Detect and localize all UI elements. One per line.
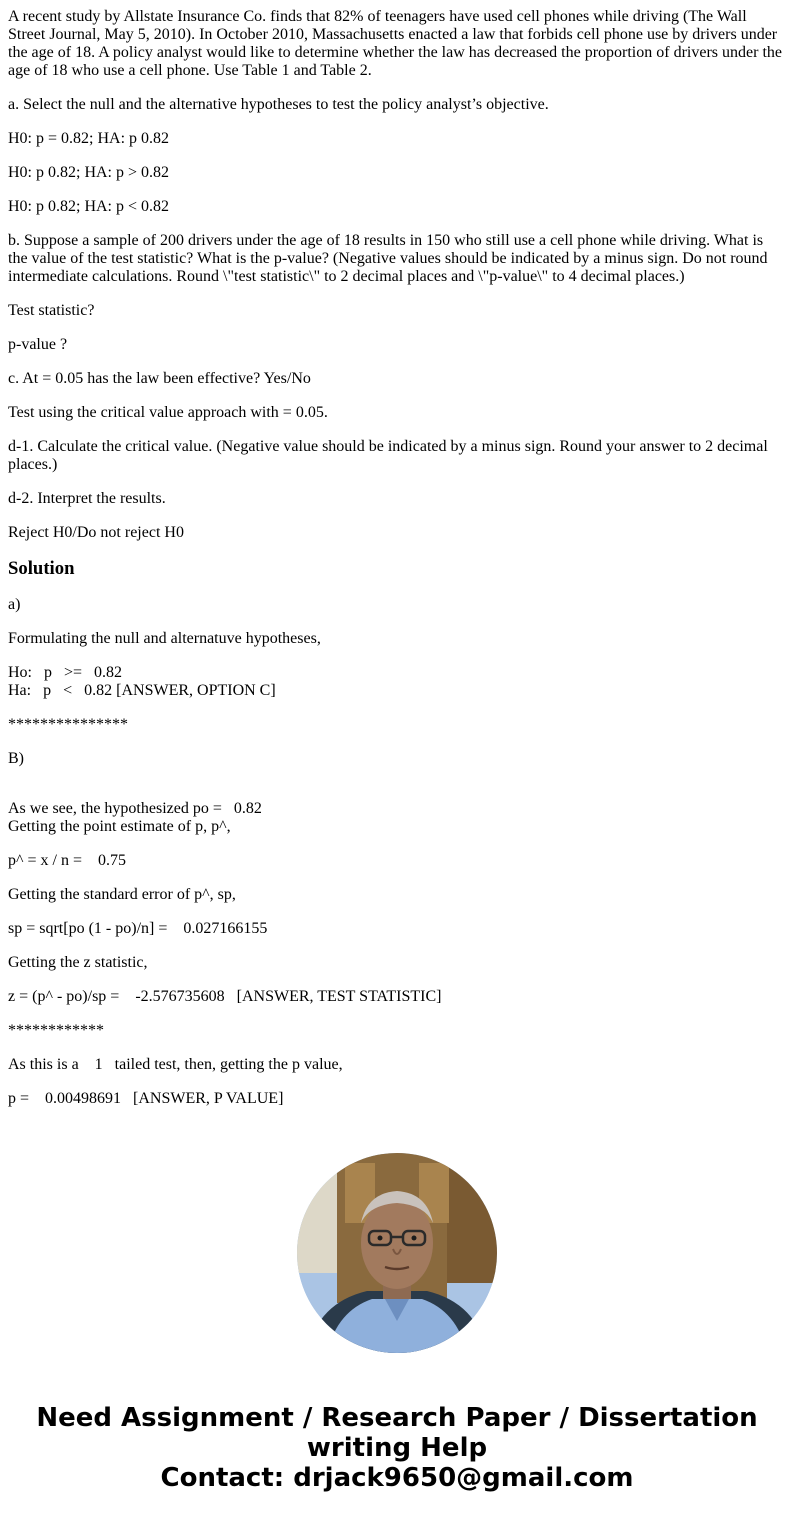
document-content bbox=[8, 8, 786, 1122]
footer-contact bbox=[0, 1403, 794, 1493]
solution-heading: Solution bbox=[8, 558, 75, 579]
question-part-c: c. At = 0.05 has the law been effective? Yes/No bbox=[8, 370, 311, 387]
p-value-line: p = 0.00498691 [ANSWER, P VALUE] bbox=[8, 1090, 284, 1107]
p-hat-line: p^ = x / n = 0.75 bbox=[8, 852, 126, 869]
z-line: z = (p^ - po)/sp = -2.576735608 [ANSWER, TEST STATISTIC] bbox=[8, 988, 442, 1005]
footer-line-1: Need Assignment / Research Paper / Dissertation bbox=[36, 1403, 758, 1433]
solution-a-label: a) bbox=[8, 596, 21, 613]
solution-formulating: Formulating the null and alternatuve hypotheses, bbox=[8, 630, 321, 647]
question-part-b: b. Suppose a sample of 200 drivers under the age of 18 results in 150 who still use a cell phone while driving. What is the value of the test statistic? What is the p-value? (Negative values should be indicated by a minus sign. Do not round intermediate calculations. Round \"test statistic\" to 2 decimal places and \"p-value\" to 4 decimal places.) bbox=[8, 232, 772, 285]
stars-separator-1: *************** bbox=[8, 716, 128, 733]
reject-choice: Reject H0/Do not reject H0 bbox=[8, 524, 184, 541]
p-value-prompt: p-value ? bbox=[8, 336, 68, 353]
point-estimate-line: Getting the point estimate of p, p^, bbox=[8, 818, 231, 835]
test-statistic-prompt: Test statistic? bbox=[8, 302, 95, 319]
solution-b-label: B) bbox=[8, 750, 24, 767]
author-avatar bbox=[297, 1153, 497, 1353]
footer-line-2: writing Help bbox=[306, 1433, 488, 1463]
ho-line: Ho: p >= 0.82 bbox=[8, 664, 123, 681]
option-3: H0: p 0.82; HA: p < 0.82 bbox=[8, 198, 170, 215]
hypothesized-line: As we see, the hypothesized po = 0.82 bbox=[8, 800, 262, 817]
sp-line: sp = sqrt[po (1 - po)/n] = 0.027166155 bbox=[8, 920, 268, 937]
std-error-label: Getting the standard error of p^, sp, bbox=[8, 886, 236, 903]
blank-line bbox=[8, 784, 786, 800]
ha-line: Ha: p < 0.82 [ANSWER, OPTION C] bbox=[8, 682, 276, 699]
option-1: H0: p = 0.82; HA: p 0.82 bbox=[8, 130, 170, 147]
hypotheses-block bbox=[8, 664, 786, 700]
z-label: Getting the z statistic, bbox=[8, 954, 148, 971]
tailed-line: As this is a 1 tailed test, then, getting the p value, bbox=[8, 1056, 343, 1073]
critical-approach: Test using the critical value approach with = 0.05. bbox=[8, 404, 328, 421]
hypothesized-block bbox=[8, 800, 786, 836]
option-2: H0: p 0.82; HA: p > 0.82 bbox=[8, 164, 170, 181]
question-part-a: a. Select the null and the alternative hypotheses to test the policy analyst’s objective. bbox=[8, 96, 549, 113]
author-portrait-image bbox=[297, 1153, 497, 1353]
question-part-d1: d-1. Calculate the critical value. (Negative value should be indicated by a minus sign. Round your answer to 2 decimal places.) bbox=[8, 438, 772, 473]
footer-contact-email: Contact: drjack9650@gmail.com bbox=[160, 1463, 634, 1493]
stars-separator-2: ************ bbox=[8, 1022, 104, 1039]
question-part-d2: d-2. Interpret the results. bbox=[8, 490, 166, 507]
question-intro: A recent study by Allstate Insurance Co. finds that 82% of teenagers have used cell phones while driving (The Wall Street Journal, May 5, 2010). In October 2010, Massachusetts enacted a law that forbids cell phone use by drivers under the age of 18. A policy analyst would like to determine whether the law has decreased the proportion of drivers under the age of 18 who use a cell phone. Use Table 1 and Table 2. bbox=[8, 8, 786, 79]
